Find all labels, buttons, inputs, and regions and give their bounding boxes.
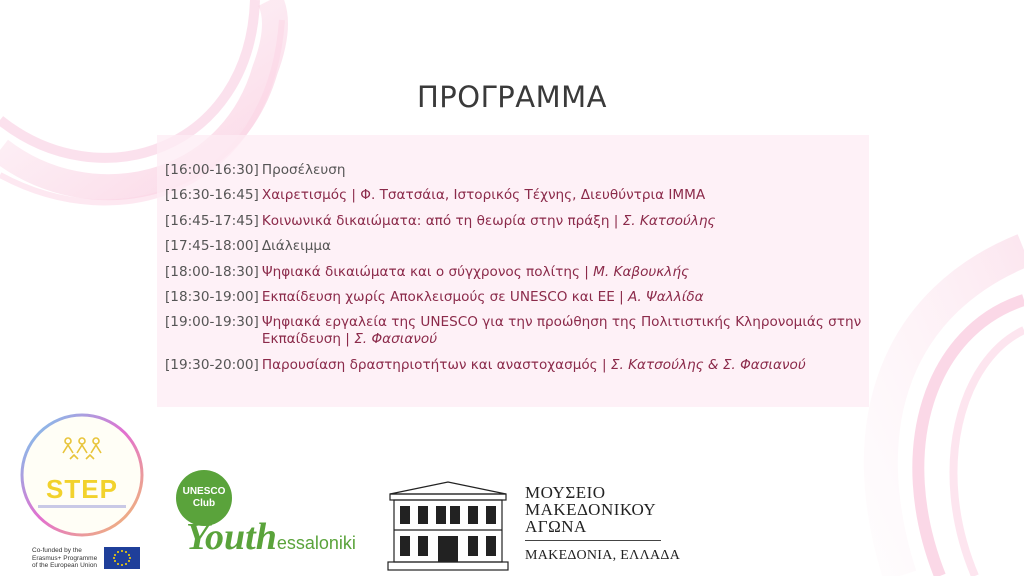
schedule-text: Ψηφιακά δικαιώματα και ο σύγχρονος πολίτης | Μ. Καβουκλής — [261, 263, 689, 280]
museum-name: ΜΟΥΣΕΙΟ ΜΑΚΕΔΟΝΙΚΟΥ ΑΓΩΝΑ — [525, 483, 657, 536]
museum-location: ΜΑΚΕΔΟΝΙΑ, ΕΛΛΑΔΑ — [525, 548, 681, 563]
schedule-time: [18:30-19:00] — [165, 288, 259, 305]
schedule-list — [165, 162, 865, 382]
schedule-text: Εκπαίδευση χωρίς Αποκλεισμούς σε UNESCO και ΕΕ | Α. Ψαλλίδα — [261, 288, 704, 305]
step-logo-tagline — [38, 505, 126, 508]
schedule-item — [165, 187, 865, 204]
schedule-text: Ψηφιακά εργαλεία της UNESCO για την προώθηση της Πολιτιστικής Κληρονομιάς στην Εκπαίδευση | Σ. Φασιανού — [261, 314, 862, 348]
schedule-item — [165, 213, 865, 230]
schedule-item — [165, 238, 865, 255]
schedule-item — [165, 289, 865, 306]
schedule-time: [16:45-17:45] — [165, 212, 259, 229]
unesco-club-badge: UNESCO Club — [176, 470, 232, 526]
page-title: ΠΡΟΓΡΑΜΜΑ — [417, 80, 607, 114]
museum-divider — [525, 540, 661, 541]
cofunded-text: Co-funded by the Erasmus+ Programme of the European Union — [32, 547, 98, 569]
schedule-time: [16:30-16:45] — [165, 187, 259, 204]
schedule-item — [165, 162, 865, 179]
ribbon-right — [881, 250, 1024, 576]
youth-thessaloniki-logo: Youthessaloniki — [186, 516, 356, 558]
schedule-text: Προσέλευση — [261, 162, 346, 178]
museum-building-icon — [386, 480, 510, 572]
schedule-item — [165, 314, 865, 348]
schedule-time: [17:45-18:00] — [165, 238, 259, 255]
schedule-text: Χαιρετισμός | Φ. Τσατσάια, Ιστορικός Τέχνης, Διευθύντρια ΙΜΜΑ — [261, 187, 706, 204]
eu-flag-icon — [104, 547, 140, 569]
schedule-item — [165, 264, 865, 281]
schedule-time: [18:00-18:30] — [165, 263, 259, 280]
schedule-text: Κοινωνικά δικαιώματα: από τη θεωρία στην πράξη | Σ. Κατσούλης — [261, 212, 716, 229]
schedule-time: [16:00-16:30] — [165, 162, 259, 178]
schedule-time: [19:30-20:00] — [165, 356, 259, 373]
schedule-text: Παρουσίαση δραστηριοτήτων και αναστοχασμός | Σ. Κατσούλης & Σ. Φασιανού — [261, 356, 806, 373]
schedule-item — [165, 357, 865, 374]
schedule-text: Διάλειμμα — [261, 238, 331, 255]
step-logo-text: STEP — [46, 474, 118, 504]
schedule-time: [19:00-19:30] — [165, 314, 259, 331]
